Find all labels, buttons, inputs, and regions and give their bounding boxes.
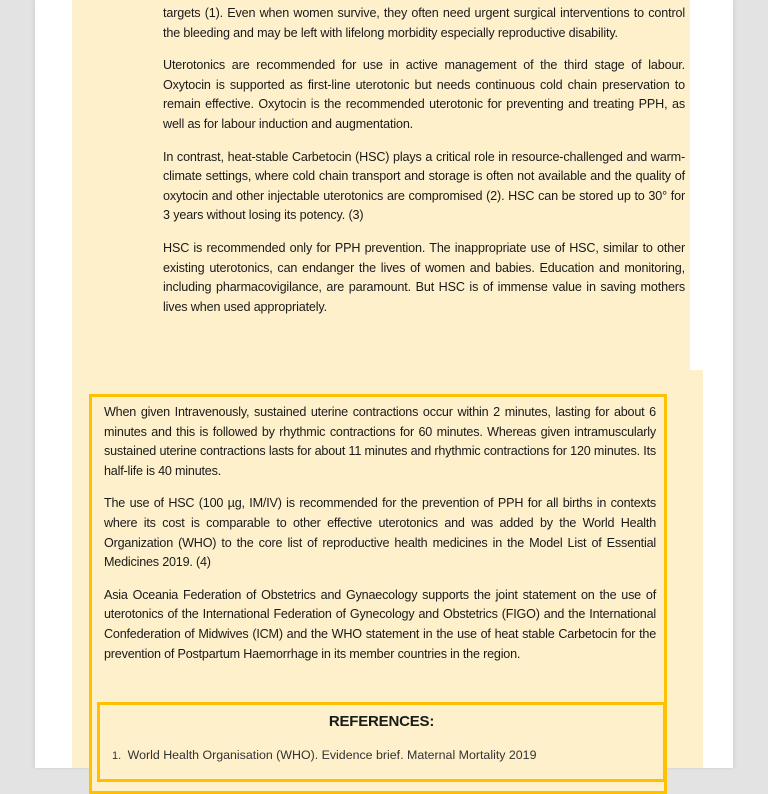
upper-body-text [163,4,685,330]
paragraph-who-recommendation: The use of HSC (100 µg, IM/IV) is recommended for the prevention of PPH for all births in contexts where its cost is comparable to other effective uterotonics and was added by the World Health Organization (WHO) to the core list of reproductive health medicines in the Model List of Essential Medicines 2019. (4) [104,496,656,570]
paragraph-uterotonics-oxytocin: Uterotonics are recommended for use in active management of the third stage of labour. Oxytocin is supported as first-line uterotonic but needs continuous cold chain preservation to remain effective. Oxytocin is the recommended uterotonic for preventing and treating PPH, as well as for labour induction and augmentation. [163,58,685,131]
reference-item [112,748,536,762]
reference-number: 1. [112,750,122,762]
paragraph-haemorrhage-outcomes: targets (1). Even when women survive, they often need urgent surgical interventions to control the bleeding and may be left with lifelong morbidity especially reproductive disability. [163,6,685,40]
references-list [112,748,536,762]
paragraph-administration-effects: When given Intravenously, sustained uterine contractions occur within 2 minutes, lasting for about 6 minutes and this is followed by rhythmic contractions for 60 minutes. Whereas given intramuscularly sustained uterine contractions lasts for about 11 minutes and rhythmic contractions for 120 minutes. Its half-life is 40 minutes. [104,405,656,478]
upper-content-panel [72,0,690,372]
info-box-text [104,403,656,677]
paragraph-hsc-prevention: HSC is recommended only for PPH prevention. The inappropriate use of HSC, similar to other existing uterotonics, can endanger the lives of women and babies. Education and monitoring, including pharmacovigilance, are paramount. But HSC is of immense value in saving mothers lives when used appropriately. [163,240,685,314]
references-heading: REFERENCES: [328,713,435,730]
paragraph-heat-stable-carbetocin: In contrast, heat-stable Carbetocin (HSC) plays a critical role in resource-challenged and warm-climate settings, where cold chain transport and storage is often not available and the quality of oxytocin and other injectable uterotonics are compromised (2). HSC can be stored up to 30° for 3 years without losing its potency. (3) [163,149,685,223]
paragraph-aofog-statement: Asia Oceania Federation of Obstetrics and Gynaecology supports the joint statement on the use of uterotonics of the International Federation of Gynecology and Obstetrics (FIGO) and the International Confederation of Midwives (ICM) and the WHO statement in the use of heat stable Carbetocin for the prevention of Postpartum Haemorrhage in its member countries in the region. [104,587,656,661]
references-box [97,702,666,782]
reference-text: World Health Organisation (WHO). Evidence brief. Maternal Mortality 2019 [127,748,537,762]
